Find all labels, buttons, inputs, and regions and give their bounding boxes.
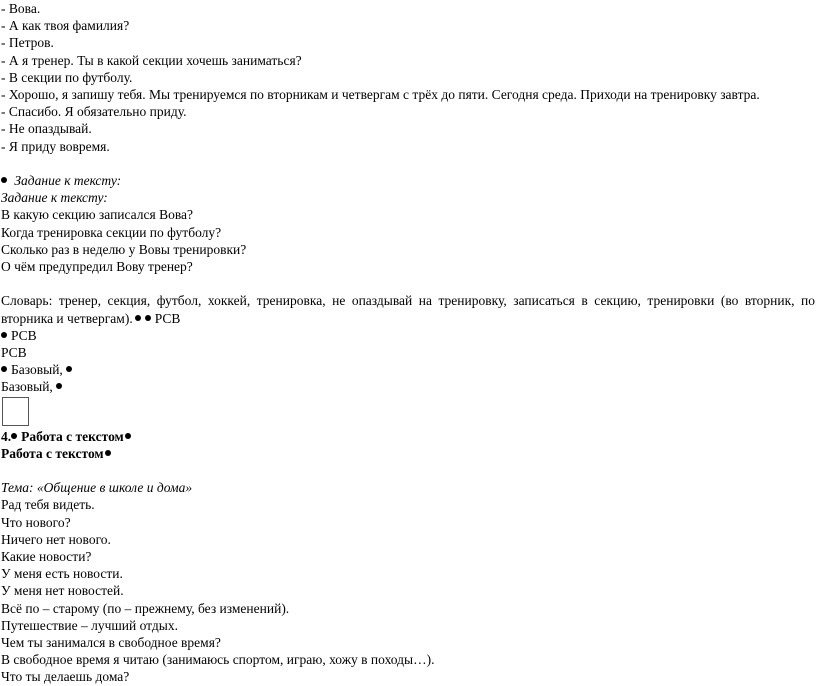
topic-title: Тема: «Общение в школе и дома» xyxy=(1,480,193,496)
dialogue-line: - Я приду вовремя. xyxy=(1,138,110,154)
bullet-icon xyxy=(135,315,141,321)
task-heading: Задание к тексту: xyxy=(1,172,816,189)
topic-block xyxy=(1,479,816,685)
level-tag: Базовый, xyxy=(1,361,816,378)
task-question: Когда тренировка секции по футболу? xyxy=(1,224,222,240)
spacer xyxy=(1,275,816,292)
task-question: В какую секцию записался Вова? xyxy=(1,207,194,223)
phrase-line: Всё по – старому (по – прежнему, без изменений). xyxy=(1,600,290,616)
bullet-icon xyxy=(1,177,7,183)
bullet-icon xyxy=(66,366,72,372)
level-tag-repeat: Базовый, xyxy=(1,378,816,395)
dialogue-line: - Петров. xyxy=(1,35,54,51)
bullet-icon xyxy=(1,366,7,372)
phrase-line: У меня есть новости. xyxy=(1,566,123,582)
phrase-line: Какие новости? xyxy=(1,549,92,565)
bullet-icon xyxy=(11,433,17,439)
phrase-line: У меня нет новостей. xyxy=(1,583,124,599)
vocabulary-paragraph xyxy=(1,292,815,326)
spacer xyxy=(1,462,816,479)
spacer xyxy=(1,155,816,172)
dialogue-line: - А я тренер. Ты в какой секции хочешь заниматься? xyxy=(1,52,302,68)
dialogue-block xyxy=(1,0,816,155)
dialogue-line: - Хорошо, я запишу тебя. Мы тренируемся по вторникам и четвергам с трёх до пяти. Сегодня среда. Приходи на тренировку завтра. xyxy=(1,87,760,103)
dialogue-line: - В секции по футболу. xyxy=(1,69,133,85)
bullet-icon xyxy=(1,332,7,338)
phrase-line: Чем ты занимался в свободное время? xyxy=(1,635,221,651)
vocabulary-text: Словарь: тренер, секция, футбол, хоккей, тренировка, не опаздывай на тренировку, записаться в секцию, тренировки (во вторник, по вторника и четвергам). xyxy=(1,293,815,326)
task-question: Сколько раз в неделю у Вовы тренировки? xyxy=(1,241,247,257)
phrase-line: Рад тебя видеть. xyxy=(1,497,95,513)
vocabulary-tail: РСВ xyxy=(154,310,181,326)
empty-image-frame xyxy=(2,397,29,426)
task-question: О чём предупредил Вову тренер? xyxy=(1,259,193,275)
rsv-tag: РСВ xyxy=(1,327,816,344)
bullet-icon xyxy=(145,315,151,321)
task-block xyxy=(1,172,816,275)
phrase-line: Что нового? xyxy=(1,514,71,530)
dialogue-line: - Спасибо. Я обязательно приду. xyxy=(1,104,187,120)
bullet-icon xyxy=(125,433,131,439)
bullet-icon xyxy=(56,383,62,389)
bullet-icon xyxy=(105,450,111,456)
dialogue-line: - А как твоя фамилия? xyxy=(1,18,130,34)
section-heading: 4. Работа с текстом xyxy=(1,428,816,445)
rsv-tag-repeat: РСВ xyxy=(1,345,27,361)
phrase-line: Путешествие – лучший отдых. xyxy=(1,617,178,633)
task-heading-repeat: Задание к тексту: xyxy=(1,190,108,206)
dialogue-line: - Вова. xyxy=(1,1,41,16)
section-heading-repeat: Работа с текстом xyxy=(1,445,816,462)
phrase-line: Ничего нет нового. xyxy=(1,531,111,547)
phrase-line: В свободное время я читаю (занимаюсь спортом, играю, хожу в походы…). xyxy=(1,652,435,668)
phrase-line: Что ты делаешь дома? xyxy=(1,669,130,685)
dialogue-line: - Не опаздывай. xyxy=(1,121,92,137)
